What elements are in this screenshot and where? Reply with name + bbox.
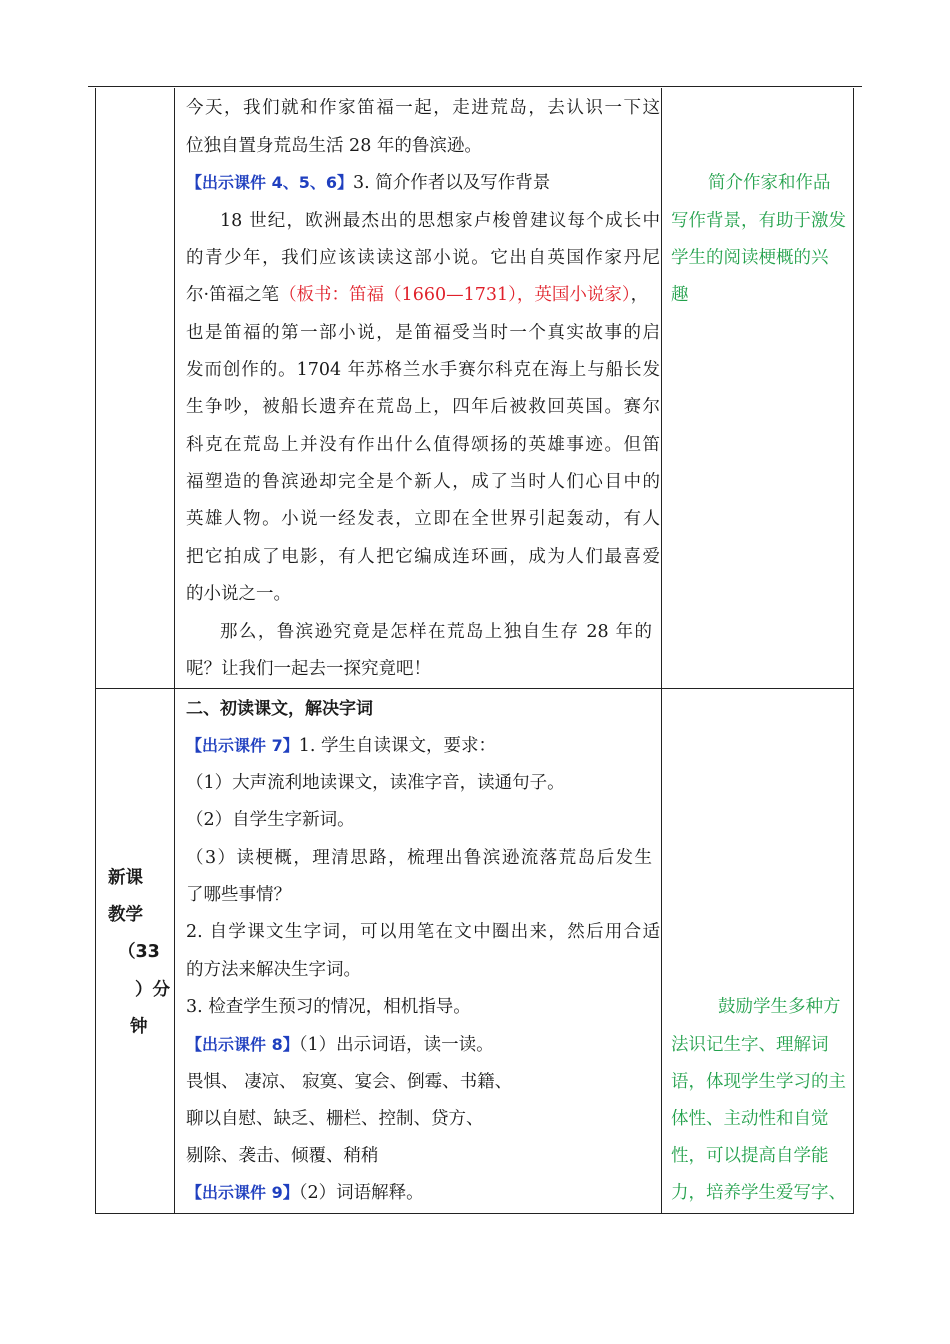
text-line — [186, 173, 550, 193]
text-line: 把它拍成了电影，有人把它编成连环画，成为人们最喜爱 — [186, 547, 660, 567]
table-divider-2 — [661, 88, 662, 1214]
note-line: 趣 — [671, 285, 689, 305]
note-line: 鼓励学生多种方 — [718, 997, 841, 1017]
text-line: 那么，鲁滨逊究竟是怎样在荒岛上独自生存 28 年的 — [220, 622, 652, 642]
label-line: （33 — [118, 942, 160, 962]
note-line: 写作背景，有助于激发 — [671, 211, 846, 231]
note-line: 性，可以提高自学能 — [671, 1146, 829, 1166]
text-line: 科克在荒岛上并没有作出什么值得颂扬的英雄事迹。但笛 — [186, 435, 660, 455]
courseware-tag: 【出示课件 8】 — [186, 1035, 299, 1054]
text-segment: 3. 简介作者以及写作背景 — [352, 173, 551, 193]
note-line: 力，培养学生爱写字、 — [671, 1183, 846, 1203]
label-line: 钟 — [130, 1017, 148, 1037]
text-line: 发而创作的。1704 年苏格兰水手赛尔科克在海上与船长发 — [186, 360, 660, 380]
note-line: 语，体现学生学习的主 — [671, 1072, 846, 1092]
word-list-line: 剔除、袭击、倾覆、稍稍 — [186, 1146, 379, 1166]
text-line — [186, 1183, 424, 1203]
label-line: ）分 — [135, 980, 170, 1000]
text-line: （3）读梗概，理清思路，梳理出鲁滨逊流落荒岛后发生 — [186, 848, 652, 868]
text-line: 了哪些事情？ — [186, 885, 291, 905]
text-line: 18 世纪，欧洲最杰出的思想家卢梭曾建议每个成长中 — [220, 211, 660, 231]
text-line: 2. 自学课文生字词，可以用笔在文中圈出来，然后用合适 — [186, 922, 660, 942]
text-line: 福塑造的鲁滨逊却完全是个新人，成了当时人们心目中的 — [186, 472, 660, 492]
text-line: 3. 检查学生预习的情况，相机指导。 — [186, 997, 471, 1017]
note-line: 体性、主动性和自觉 — [671, 1109, 829, 1129]
text-segment: 1. 学生自读课文，要求： — [298, 736, 496, 756]
text-segment: ， — [630, 285, 649, 305]
word-list-line: 畏惧、 凄凉、 寂寞、宴会、倒霉、书籍、 — [186, 1072, 513, 1092]
text-segment: （2）词语解释。 — [298, 1183, 424, 1203]
text-line: （1）大声流利地读课文，读准字音，读通句子。 — [186, 773, 565, 793]
table-border-right — [853, 88, 854, 1214]
board-note: （板书：笛福（1660—1731），英国小说家） — [279, 285, 631, 305]
label-line: 教学 — [108, 905, 143, 925]
text-line: 也是笛福的第一部小说，是笛福受当时一个真实故事的启 — [186, 323, 660, 343]
table-row-divider — [95, 688, 854, 689]
table-border-left — [95, 88, 96, 1214]
text-line — [186, 285, 648, 305]
table-divider-1 — [174, 88, 175, 1214]
table-border-bottom — [95, 1213, 854, 1214]
note-line: 简介作家和作品 — [708, 173, 831, 193]
courseware-tag: 【出示课件 4、5、6】 — [186, 173, 353, 192]
text-segment: （1）出示词语，读一读。 — [298, 1035, 494, 1055]
text-line: 的青少年，我们应该读读这部小说。它出自英国作家丹尼 — [186, 248, 660, 268]
text-line — [186, 736, 496, 756]
text-line: 的小说之一。 — [186, 584, 291, 604]
text-line: 呢？让我们一起去一探究竟吧！ — [186, 659, 431, 679]
word-list-line: 聊以自慰、缺乏、栅栏、控制、贷方、 — [186, 1109, 484, 1129]
text-line: 位独自置身荒岛生活 28 年的鲁滨逊。 — [186, 136, 482, 156]
note-line: 学生的阅读梗概的兴 — [671, 248, 829, 268]
courseware-tag: 【出示课件 7】 — [186, 736, 299, 755]
page-header-rule — [88, 86, 862, 87]
text-segment: 尔·笛福之笔 — [186, 285, 280, 305]
courseware-tag: 【出示课件 9】 — [186, 1183, 299, 1202]
text-line: 的方法来解决生字词。 — [186, 960, 361, 980]
text-line: （2）自学生字新词。 — [186, 810, 355, 830]
text-line: 生争吵，被船长遗弃在荒岛上，四年后被救回英国。赛尔 — [186, 397, 660, 417]
text-line — [186, 1035, 494, 1055]
note-line: 法识记生字、理解词 — [671, 1035, 829, 1055]
section-heading: 二、初读课文，解决字词 — [186, 699, 373, 719]
label-line: 新课 — [108, 868, 143, 888]
text-line: 英雄人物。小说一经发表，立即在全世界引起轰动，有人 — [186, 509, 660, 529]
text-line: 今天，我们就和作家笛福一起，走进荒岛，去认识一下这 — [186, 98, 660, 118]
